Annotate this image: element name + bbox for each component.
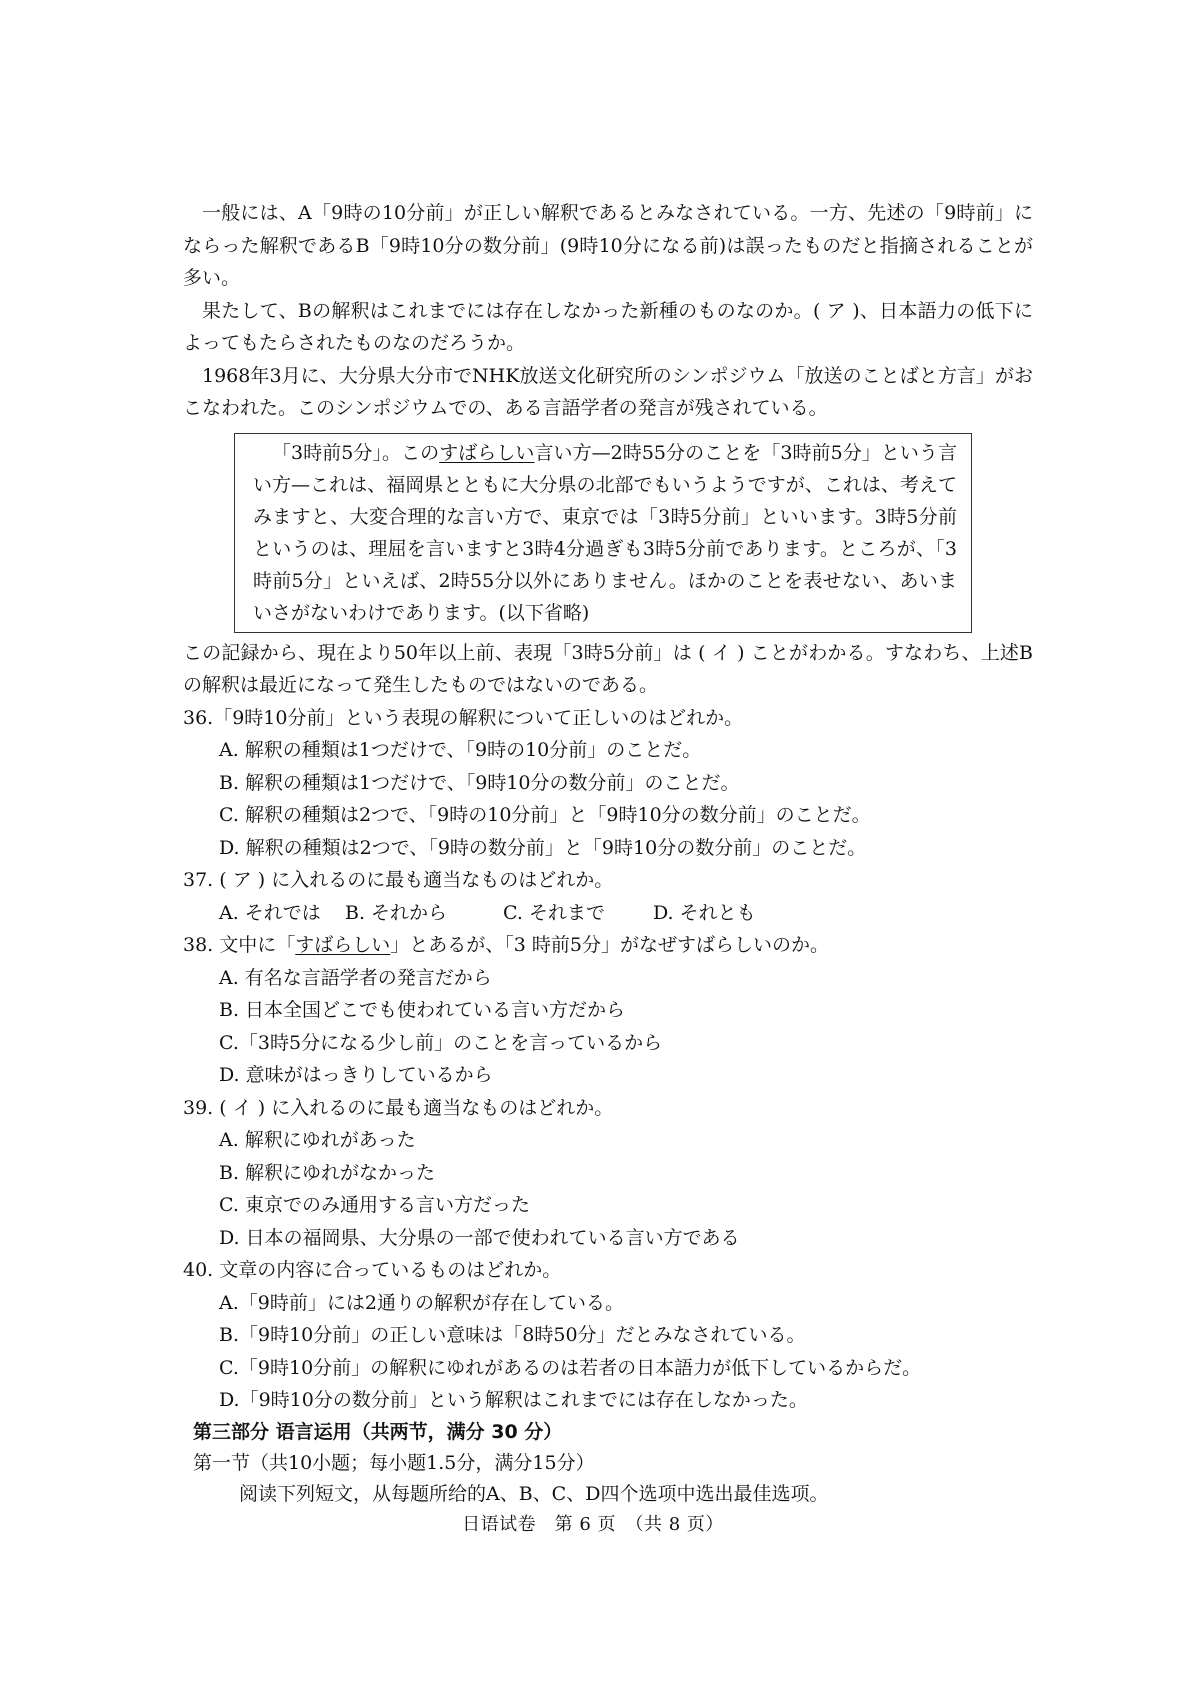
question-39-option-b: B. 解釈にゆれがなかった: [219, 1161, 436, 1184]
question-37-option-d: D. それとも: [653, 901, 756, 924]
exam-page: [183, 197, 1033, 1538]
question-36-option-d: D. 解釈の種類は2つで、「9時の数分前」と「9時10分の数分前」のことだ。: [219, 836, 867, 859]
question-39-stem: 39. ( イ ) に入れるのに最も適当なものはどれか。: [183, 1096, 614, 1119]
passage-paragraph-3: 1968年3月に、大分県大分市でNHK放送文化研究所のシンポジウム「放送のことばと方言」がおこなわれた。このシンポジウムでの、ある言語学者の発言が残されている。: [183, 364, 1033, 419]
quote-text-pre: 「3時前5分」。この: [272, 441, 440, 464]
question-40-option-a: A.「9時前」には2通りの解釈が存在している。: [219, 1291, 624, 1314]
question-37-option-b: B. それから: [345, 901, 448, 924]
question-38-option-b: B. 日本全国どこでも使われている言い方だから: [219, 999, 626, 1021]
question-38-option-a: A. 有名な言語学者の発言だから: [219, 966, 492, 989]
question-38-option-c: C.「3時5分になる少し前」のことを言っているから: [219, 1031, 663, 1054]
question-37-option-c: C. それまで: [503, 901, 605, 924]
section-subtitle: 第一节（共10小题；每小题1.5分，满分15分）: [193, 1451, 595, 1474]
quote-text-post: 言い方—2時55分のことを「3時前5分」という言い方—これは、福岡県とともに大分県の北部でもいうようですが、これは、考えてみますと、大変合理的な言い方で、東京では「3時5分前」といいます。3時5分前というのは、理屈を言いますと3時4分過ぎも3時5分前であります。ところが、「3時前5分」といえば、2時55分以外にありません。ほかのことを表せない、あいまいさがないわけであります。(以下省略): [253, 441, 957, 624]
page-footer: 日语试卷 第 6 页 （共 8 页）: [462, 1513, 724, 1535]
question-36-option-b: B. 解釈の種類は1つだけで、「9時10分の数分前」のことだ。: [219, 771, 740, 794]
question-40-option-b: B.「9時10分前」の正しい意味は「8時50分」だとみなされている。: [219, 1324, 806, 1346]
question-38-stem-post: 」とあるが、「3 時前5分」がなぜすばらしいのか。: [390, 934, 829, 956]
question-39-option-d: D. 日本の福岡県、大分県の一部で使われている言い方である: [219, 1226, 740, 1249]
question-36-option-a: A. 解釈の種類は1つだけで、「9時の10分前」のことだ。: [219, 739, 702, 761]
passage-paragraph-1: 一般には、A「9時の10分前」が正しい解釈であるとみなされている。一方、先述の「9時前」にならった解釈であるB「9時10分の数分前」(9時10分になる前)は誤ったものだと指摘されることが多い。: [183, 202, 1033, 289]
question-38-underlined-word: すばらしい: [295, 934, 391, 956]
passage-paragraph-2: 果たして、Bの解釈はこれまでには存在しなかった新種のものなのか。( ア )、日本語力の低下によってもたらされたものなのだろうか。: [183, 299, 1033, 354]
section-instruction: 阅读下列短文，从每题所给的A、B、C、D四个选项中选出最佳选项。: [239, 1482, 829, 1505]
question-40-stem: 40. 文章の内容に合っているものはどれか。: [183, 1259, 562, 1281]
question-40-option-c: C.「9時10分前」の解釈にゆれがあるのは若者の日本語力が低下しているからだ。: [219, 1356, 922, 1379]
question-37-stem: 37. ( ア ) に入れるのに最も適当なものはどれか。: [183, 869, 614, 891]
question-40-option-d: D.「9時10分の数分前」という解釈はこれまでには存在しなかった。: [219, 1389, 808, 1411]
question-38-option-d: D. 意味がはっきりしているから: [219, 1064, 493, 1086]
underlined-word: すばらしい: [439, 441, 535, 464]
section-title: 第三部分 语言运用（共两节，满分 30 分）: [193, 1420, 563, 1443]
question-39-option-c: C. 東京でのみ通用する言い方だった: [219, 1194, 530, 1216]
question-36-stem: 36.「9時10分前」という表現の解釈について正しいのはどれか。: [183, 706, 744, 729]
question-37-options: [219, 897, 1033, 930]
question-38-stem-pre: 38. 文中に「: [183, 934, 296, 956]
question-36-option-c: C. 解釈の種類は2つで、「9時の10分前」と「9時10分の数分前」のことだ。: [219, 804, 871, 826]
quote-box: [234, 433, 972, 633]
quote-text: [253, 437, 957, 629]
question-37-option-a: A. それでは: [219, 901, 321, 924]
question-38-stem: [183, 929, 1033, 962]
question-39-option-a: A. 解釈にゆれがあった: [219, 1129, 416, 1151]
passage-paragraph-4: この記録から、現在より50年以上前、表現「3時5分前」は ( イ ) ことがわかる。すなわち、上述Bの解釈は最近になって発生したものではないのである。: [183, 641, 1033, 696]
